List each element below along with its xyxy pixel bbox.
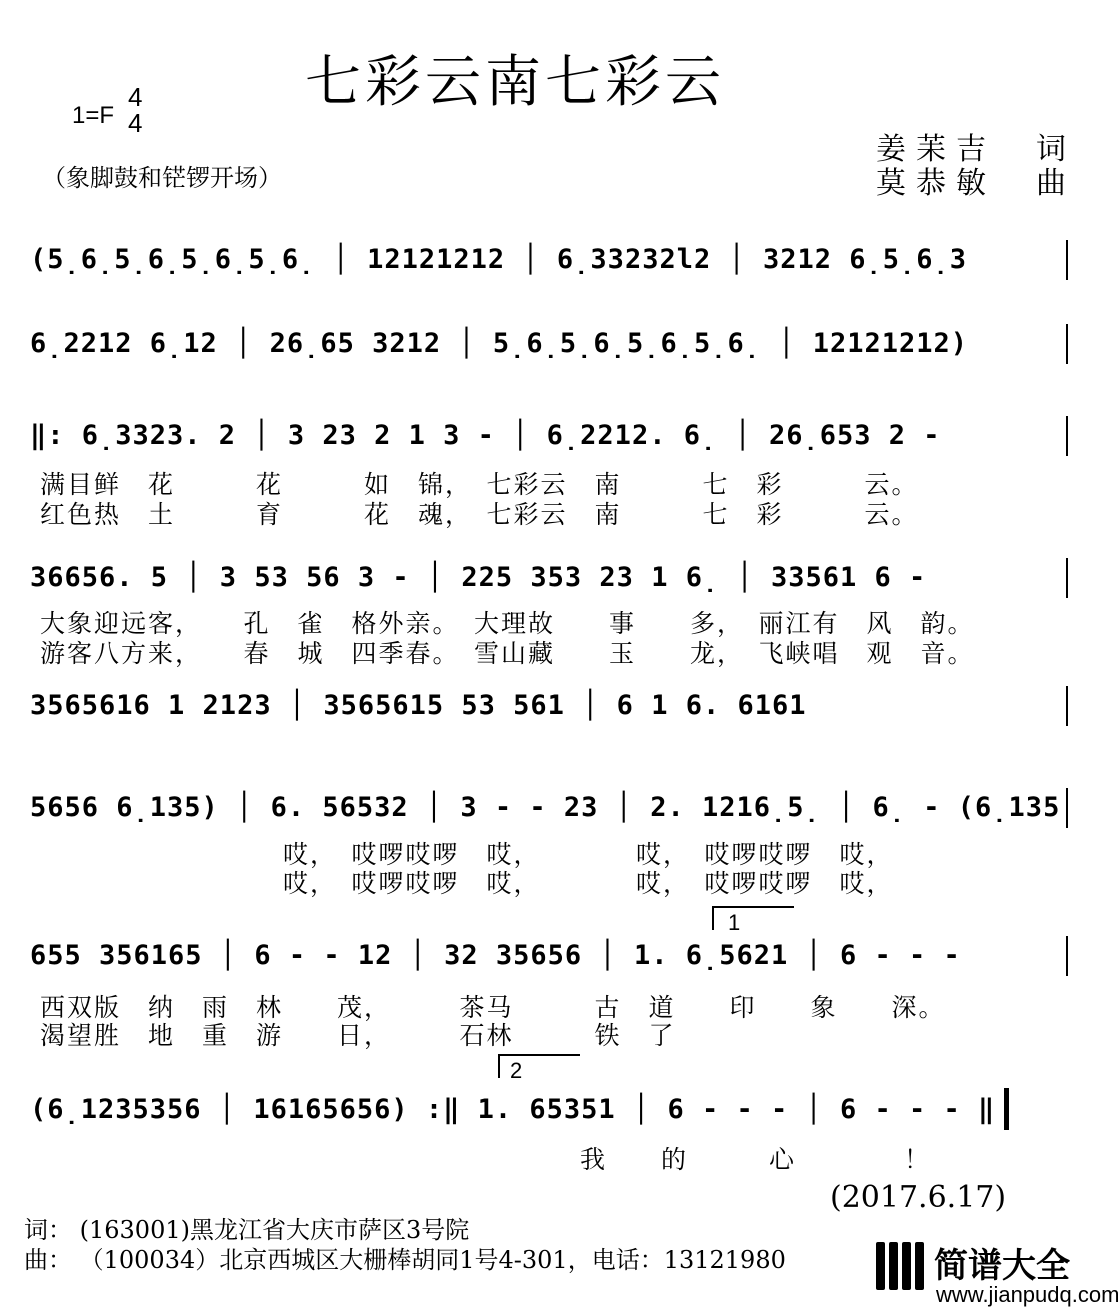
time-signature: [128, 84, 142, 136]
score-system-2: 6̣2212 6̣12 │ 26̣65 3212 │ 5̣6̣5̣6̣5̣6̣5̣6̣ │ 12121212): [30, 328, 969, 359]
piano-icon: [876, 1242, 928, 1290]
intro-note: （象脚鼓和铓锣开场）: [42, 164, 282, 192]
lyric-line: 哎， 哎啰哎啰 哎， 哎， 哎啰哎啰 哎，: [40, 840, 894, 869]
lyricist-credit: 姜苿吉 词: [876, 132, 1076, 167]
lyric-line: 哎， 哎啰哎啰 哎， 哎， 哎啰哎啰 哎，: [40, 869, 894, 898]
composer-credit: 莫恭敏 曲: [876, 166, 1076, 201]
lyric-line: 大象迎远客， 孔 雀 格外亲。 大理故 事 多， 丽江有 风 韵。: [40, 609, 975, 638]
composer-address: 曲： （100034）北京西城区大栅棒胡同1号4-301，电话：13121980: [24, 1246, 786, 1274]
barline: [1066, 936, 1068, 976]
score-system-3: ‖: 6̣3323. 2 │ 3 23 2 1 3 - │ 6̣2212. 6̣ │ 26̣653 2 -: [30, 420, 941, 451]
score-system-1: (5̣6̣5̣6̣5̣6̣5̣6̣ │ 12121212 │ 6̣33232l2 │ 3212 6̣5̣6̣3: [30, 244, 968, 275]
volta-bracket-1: [712, 906, 794, 930]
page-title: 七彩云南七彩云: [305, 50, 725, 115]
volta-number-1: 1: [728, 910, 741, 935]
barline: [1066, 240, 1068, 280]
final-barline: [1004, 1088, 1009, 1130]
barline: [1066, 558, 1068, 598]
lyric-line: 满目鲜 花 花 如 锦， 七彩云 南 七 彩 云。: [40, 470, 919, 499]
lyric-line: 我 的 心 ！: [40, 1145, 932, 1174]
logo-name: 简谱大全: [934, 1246, 1070, 1286]
score-system-6: 5656 6̣135) │ 6. 56532 │ 3 - - 23 │ 2. 1216̣5̣ │ 6̣ - (6̣135: [30, 792, 1061, 823]
score-system-7: 655 356165 │ 6 - - 12 │ 32 35656 │ 1. 6̣5621 │ 6 - - -: [30, 940, 961, 971]
volta-number-2: 2: [510, 1058, 523, 1083]
lyricist-address: 词： (163001)黑龙江省大庆市萨区3号院: [24, 1216, 470, 1244]
time-signature-bottom: 4: [128, 108, 143, 138]
lyric-line: 游客八方来， 春 城 四季春。 雪山藏 玉 龙， 飞峡唱 观 音。: [40, 639, 975, 668]
barline: [1066, 788, 1068, 828]
key-signature: 1=F: [72, 102, 115, 129]
site-logo: [868, 1238, 1119, 1310]
lyric-line: 红色热 土 育 花 魂， 七彩云 南 七 彩 云。: [40, 500, 919, 529]
time-signature-top: 4: [128, 82, 143, 112]
barline: [1066, 686, 1068, 726]
score-system-8: (6̣1235356 │ 16165656) :‖ 1. 65351 │ 6 - - - │ 6 - - - ‖: [30, 1094, 996, 1125]
score-system-5: 3565616 1 2123 │ 3565615 53 561 │ 6 1 6. 6161: [30, 690, 807, 721]
barline: [1066, 324, 1068, 364]
lyric-line: 西双版 纳 雨 林 茂， 茶马 古 道 印 象 深。: [40, 993, 946, 1022]
date-stamp: (2017.6.17): [830, 1180, 1007, 1215]
lyric-line: 渴望胜 地 重 游 日， 石林 铁 了: [40, 1021, 676, 1050]
logo-url: www.jianpudq.com: [936, 1282, 1119, 1307]
score-system-4: 36656. 5 │ 3 53 56 3 - │ 225 353 23 1 6̣ │ 33561 6 -: [30, 562, 927, 593]
barline: [1066, 416, 1068, 456]
